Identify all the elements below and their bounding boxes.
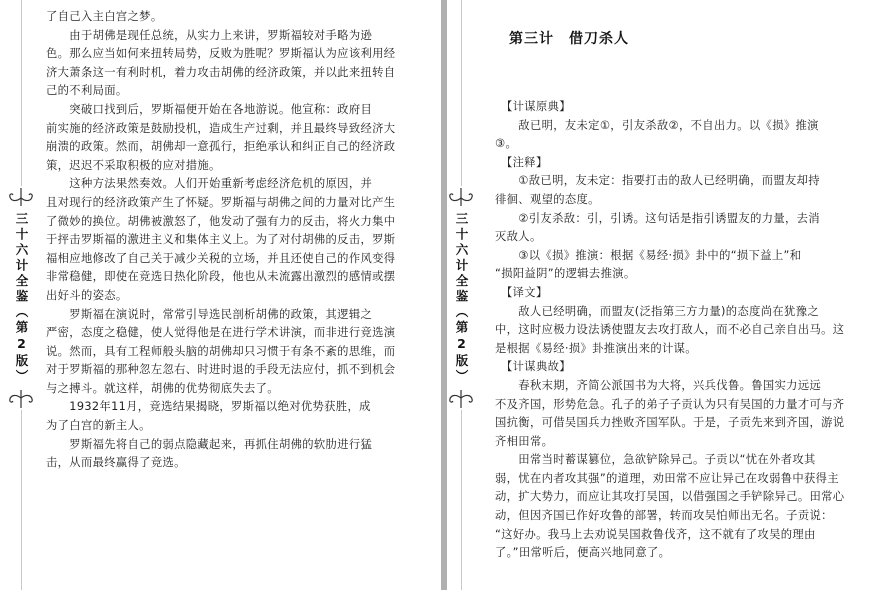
text-line: 于抨击罗斯福的激进主义和集体主义上。为了对付胡佛的反击，罗斯 — [46, 233, 396, 247]
left-side-title-block — [7, 186, 35, 410]
text-line: ②引友杀敌：引，引诱。这句话是指引诱盟友的力量，去消 — [495, 211, 820, 225]
text-line: “损阳益阴”的逻辑去推演。 — [495, 267, 636, 281]
text-line: 弱，忧在内者攻其强”的道理，劝田常不应让异己在攻弱鲁中获得主 — [495, 471, 839, 485]
left-page — [0, 0, 441, 590]
text-line: 动，但因齐国已作好攻鲁的部署，转而攻吴怕师出无名。子贡说： — [495, 509, 833, 523]
side-book-title: 三十六计全鉴（第2版） — [14, 211, 29, 385]
text-line: 动，扩大势力，而应让其攻打吴国，以借强国之手铲除异己。田常心 — [495, 490, 845, 504]
text-line: 了自己入主白宫之梦。 — [46, 10, 163, 23]
text-line: 为了白宫的新主人。 — [46, 419, 151, 433]
text-line: 了微妙的换位。胡佛被激怒了，他发动了强有力的反击，将火力集中 — [46, 214, 396, 228]
text-line: 击，从而最终赢得了竞选。 — [46, 456, 186, 470]
text-line: 中，这时应极力设法诱使盟友去攻打敌人，而不必自己亲自出马。这 — [495, 323, 845, 337]
right-side-title-block — [447, 186, 475, 410]
chapter-heading: 第三计 借刀杀人 — [509, 31, 629, 47]
scroll-ornament-icon — [7, 388, 35, 410]
section-label: 【计谋原典】 — [495, 100, 571, 113]
side-book-title: 三十六计全鉴（第2版） — [454, 211, 469, 385]
text-line: 灭敌人。 — [495, 230, 542, 244]
text-line: 由于胡佛是现任总统，从实力上来讲，罗斯福较对手略为逊 — [46, 28, 373, 42]
text-line: 罗斯福先将自己的弱点隐藏起来，再抓住胡佛的软肋进行猛 — [46, 437, 373, 451]
section-label: 【译文】 — [495, 285, 548, 299]
text-line: 己的不利局面。 — [46, 84, 128, 98]
text-line: ③以《损》推演：根据《易经·损》卦中的“损下益上”和 — [495, 248, 802, 262]
text-line: 罗斯福在演说时，常常引导选民剖析胡佛的政策，其逻辑之 — [46, 307, 373, 321]
right-body-text — [495, 98, 851, 563]
text-line: 与之搏斗。就这样，胡佛的优势彻底失去了。 — [46, 381, 279, 395]
text-line: ①敌已明，友未定：指要打击的敌人已经明确，而盟友却持 — [495, 174, 820, 188]
text-line: 对于罗斯福的那种忽左忽右、时进时退的手段无法应付，抓不到机会 — [46, 363, 396, 377]
text-line: 田常当时蓄谋篡位，急欲铲除异己。子贡以“忧在外者攻其 — [495, 453, 816, 467]
text-line: 春秋末期，齐简公派国书为大将，兴兵伐鲁。鲁国实力远远 — [495, 378, 822, 392]
text-line: 不及齐国，形势危急。孔子的弟子子贡认为只有吴国的力量才可与齐 — [495, 397, 845, 411]
text-line: 严密，态度之稳健，使人觉得他是在进行学术讲演，而非进行竞选演 — [46, 326, 396, 340]
text-line: 色。那么应当如何来扭转局势，反败为胜呢？罗斯福认为应该利用经 — [46, 47, 396, 61]
text-line: 前实施的经济政策是鼓励投机，造成生产过剩，并且最终导致经济大 — [46, 121, 396, 135]
text-line: “这好办。我马上去劝说吴国救鲁伐齐，这不就有了攻吴的理由 — [495, 527, 816, 541]
scroll-ornament-icon — [447, 388, 475, 410]
text-line: 国抗衡，可借吴国兵力挫败齐国军队。于是，子贡先来到齐国，游说 — [495, 416, 845, 430]
left-body-text — [46, 8, 406, 473]
text-line: 1932年11月，竞选结果揭晓，罗斯福以绝对优势获胜，成 — [46, 400, 371, 414]
scroll-ornament-icon — [447, 186, 475, 208]
text-line: 崩溃的政策。然而，胡佛却一意孤行，拒绝承认和纠正自己的经济政 — [46, 140, 396, 154]
text-line: 出好斗的姿态。 — [46, 288, 128, 302]
text-line: 突破口找到后，罗斯福便开始在各地游说。他宣称：政府目 — [46, 102, 373, 116]
text-line: 济大萧条这一有利时机，着力攻击胡佛的经济政策，并以此来扭转自 — [46, 65, 396, 79]
text-line: 齐相田常。 — [495, 434, 554, 448]
right-page — [447, 0, 888, 590]
text-line: 说。然而，具有工程师般头脑的胡佛却只习惯于有条不紊的思维，而 — [46, 344, 396, 358]
section-label: 【计谋典故】 — [495, 360, 571, 374]
text-line: 敌已明，友未定①，引友杀敌②，不自出力。以《损》推演 — [495, 118, 819, 132]
text-line: 非常稳健，即使在竞选日热化阶段，他也从未流露出激烈的感情或摆 — [46, 270, 396, 284]
section-label: 【注释】 — [495, 155, 548, 169]
text-line: 福相应地修改了自己关于减少关税的立场，并且还使自己的作风变得 — [46, 251, 396, 265]
text-line: 且对现行的经济政策产生了怀疑。罗斯福与胡佛之间的力量对比产生 — [46, 195, 396, 209]
scroll-ornament-icon — [7, 186, 35, 208]
text-line: 了。”田常听后，便高兴地同意了。 — [495, 546, 671, 560]
text-line: ③。 — [495, 137, 518, 151]
text-line: 是根据《易经·损》卦推演出来的计谋。 — [495, 341, 697, 355]
text-line: 这种方法果然奏效。人们开始重新考虑经济危机的原因，并 — [46, 177, 373, 191]
text-line: 敌人已经明确，而盟友(泛指第三方力量)的态度尚在犹豫之 — [495, 304, 819, 318]
text-line: 徘徊、观望的态度。 — [495, 192, 600, 206]
text-line: 策，迟迟不采取积极的应对措施。 — [46, 158, 221, 172]
